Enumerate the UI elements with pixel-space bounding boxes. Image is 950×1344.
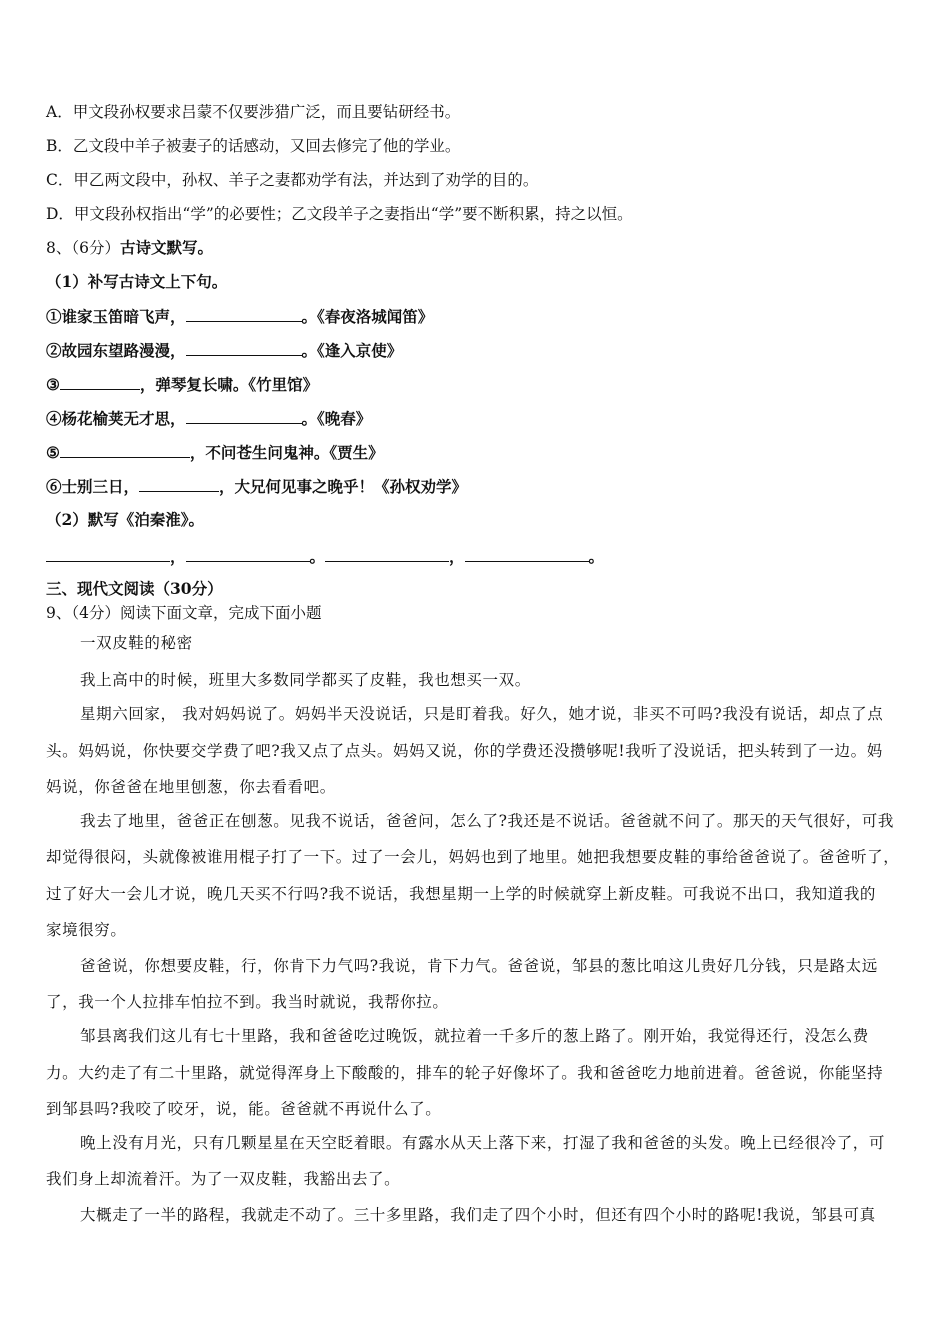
article-line: 爸爸说，你想要皮鞋，行，你肯下力气吗?我说，肯下力气。爸爸说，邹县的葱比咱这儿贵好几分钱，只是路太远 — [80, 957, 878, 975]
article-line: 我去了地里，爸爸正在刨葱。见我不说话，爸爸问，怎么了?我还是不说话。爸爸就不问了。那天的天气很好，可我 — [80, 812, 894, 830]
dictation-item — [46, 442, 908, 463]
article-line: 却觉得很闷，头就像被谁用棍子打了一下。过了一会儿，妈妈也到了地里。她把我想要皮鞋的事给爸爸说了。爸爸听了， — [46, 848, 900, 866]
question-9-header — [46, 603, 908, 623]
article-line: 星期六回家， 我对妈妈说了。妈妈半天没说话，只是盯着我。好久，她才说，非买不可吗?我没有说话，却点了点 — [80, 705, 884, 723]
poem-dictation-blanks — [46, 546, 908, 567]
article-line: 头。妈妈说，你快要交学费了吧?我又点了点头。妈妈又说，你的学费还没攒够呢!我听了没说话，把头转到了一边。妈 — [46, 742, 883, 760]
question-9-prompt: 阅读下面文章，完成下面小题 — [119, 604, 322, 622]
question-9-number: 9、（4分） — [46, 604, 120, 622]
punctuation: 。 — [588, 547, 605, 566]
dictation-prompt: ③ — [46, 375, 60, 394]
dictation-prompt: ⑥士别三日， — [46, 477, 140, 496]
article-line: 妈说，你爸爸在地里刨葱，你去看看吧。 — [46, 778, 336, 796]
dictation-prompt: ①谁家玉笛暗飞声， — [46, 307, 186, 326]
answer-blank[interactable] — [186, 340, 302, 356]
option-b: B．乙文段中羊子被妻子的话感动，又回去修完了他的学业。 — [46, 137, 461, 155]
dictation-source: ，不问苍生问鬼神。《贾生》 — [189, 443, 384, 462]
article-line: 邹县离我们这儿有七十里路，我和爸爸吃过晚饭，就拉着一千多斤的葱上路了。刚开始，我觉得还行，没怎么费 — [80, 1027, 869, 1045]
option-c: C．甲乙两文段中，孙权、羊子之妻都劝学有法，并达到了劝学的目的。 — [46, 171, 539, 189]
dictation-item — [46, 306, 908, 327]
question-8-sub1: （1）补写古诗文上下句。 — [46, 272, 228, 291]
dictation-prompt: ④杨花榆荚无才思， — [46, 409, 186, 428]
answer-blank[interactable] — [186, 306, 302, 322]
dictation-source: 。《晚春》 — [301, 409, 372, 428]
punctuation: ， — [170, 547, 186, 566]
option-a: A．甲文段孙权要求吕蒙不仅要涉猎广泛，而且要钻研经书。 — [46, 103, 461, 121]
answer-blank[interactable] — [465, 546, 589, 562]
article-line: 家境很穷。 — [46, 921, 127, 939]
question-8-header — [46, 238, 908, 258]
article-line: 力。大约走了有二十里路，就觉得浑身上下酸酸的，排车的轮子好像坏了。我和爸爸吃力地前进着。爸爸说，你能坚持 — [46, 1064, 884, 1082]
answer-blank[interactable] — [60, 374, 140, 390]
article-title: 一双皮鞋的秘密 — [80, 634, 193, 652]
section-3-title: 三、现代文阅读（30分） — [46, 579, 223, 598]
dictation-source: 。《逢入京使》 — [301, 341, 403, 360]
question-8-number: 8、（6分） — [46, 239, 120, 257]
punctuation: 。 — [309, 547, 326, 566]
question-8-title: 古诗文默写。 — [119, 238, 213, 257]
question-8-sub2: （2）默写《泊秦淮》。 — [46, 510, 205, 529]
dictation-item — [46, 476, 908, 497]
dictation-prompt: ②故园东望路漫漫， — [46, 341, 186, 360]
dictation-item — [46, 374, 908, 395]
answer-blank[interactable] — [186, 408, 302, 424]
answer-blank[interactable] — [60, 442, 190, 458]
dictation-item — [46, 408, 908, 429]
dictation-item — [46, 340, 908, 361]
dictation-prompt: ⑤ — [46, 443, 60, 462]
dictation-source: ，弹琴复长啸。《竹里馆》 — [139, 375, 319, 394]
answer-blank[interactable] — [325, 546, 449, 562]
article-line: 大概走了一半的路程，我就走不动了。三十多里路，我们走了四个小时，但还有四个小时的路呢!我说，邹县可真 — [80, 1206, 876, 1224]
answer-blank[interactable] — [139, 476, 219, 492]
answer-blank[interactable] — [46, 546, 170, 562]
article-line: 到邹县吗?我咬了咬牙，说，能。爸爸就不再说什么了。 — [46, 1100, 442, 1118]
article-line: 了，我一个人拉排车怕拉不到。我当时就说，我帮你拉。 — [46, 993, 449, 1011]
article-line: 我上高中的时候，班里大多数同学都买了皮鞋，我也想买一双。 — [80, 671, 531, 689]
punctuation: ， — [449, 547, 465, 566]
article-line: 过了好大一会儿才说，晚几天买不行吗?我不说话，我想星期一上学的时候就穿上新皮鞋。可我说不出口，我知道我的 — [46, 885, 877, 903]
answer-blank[interactable] — [186, 546, 310, 562]
dictation-source: 。《春夜洛城闻笛》 — [301, 307, 434, 326]
article-line: 我们身上却流着汗。为了一双皮鞋，我豁出去了。 — [46, 1170, 401, 1188]
article-line: 晚上没有月光，只有几颗星星在天空眨着眼。有露水从天上落下来，打湿了我和爸爸的头发。晚上已经很冷了，可 — [80, 1134, 886, 1152]
dictation-source: ，大兄何见事之晚乎！《孙权劝学》 — [219, 477, 468, 496]
option-d: D．甲文段孙权指出“学”的必要性；乙文段羊子之妻指出“学”要不断积累，持之以恒。 — [46, 205, 633, 223]
